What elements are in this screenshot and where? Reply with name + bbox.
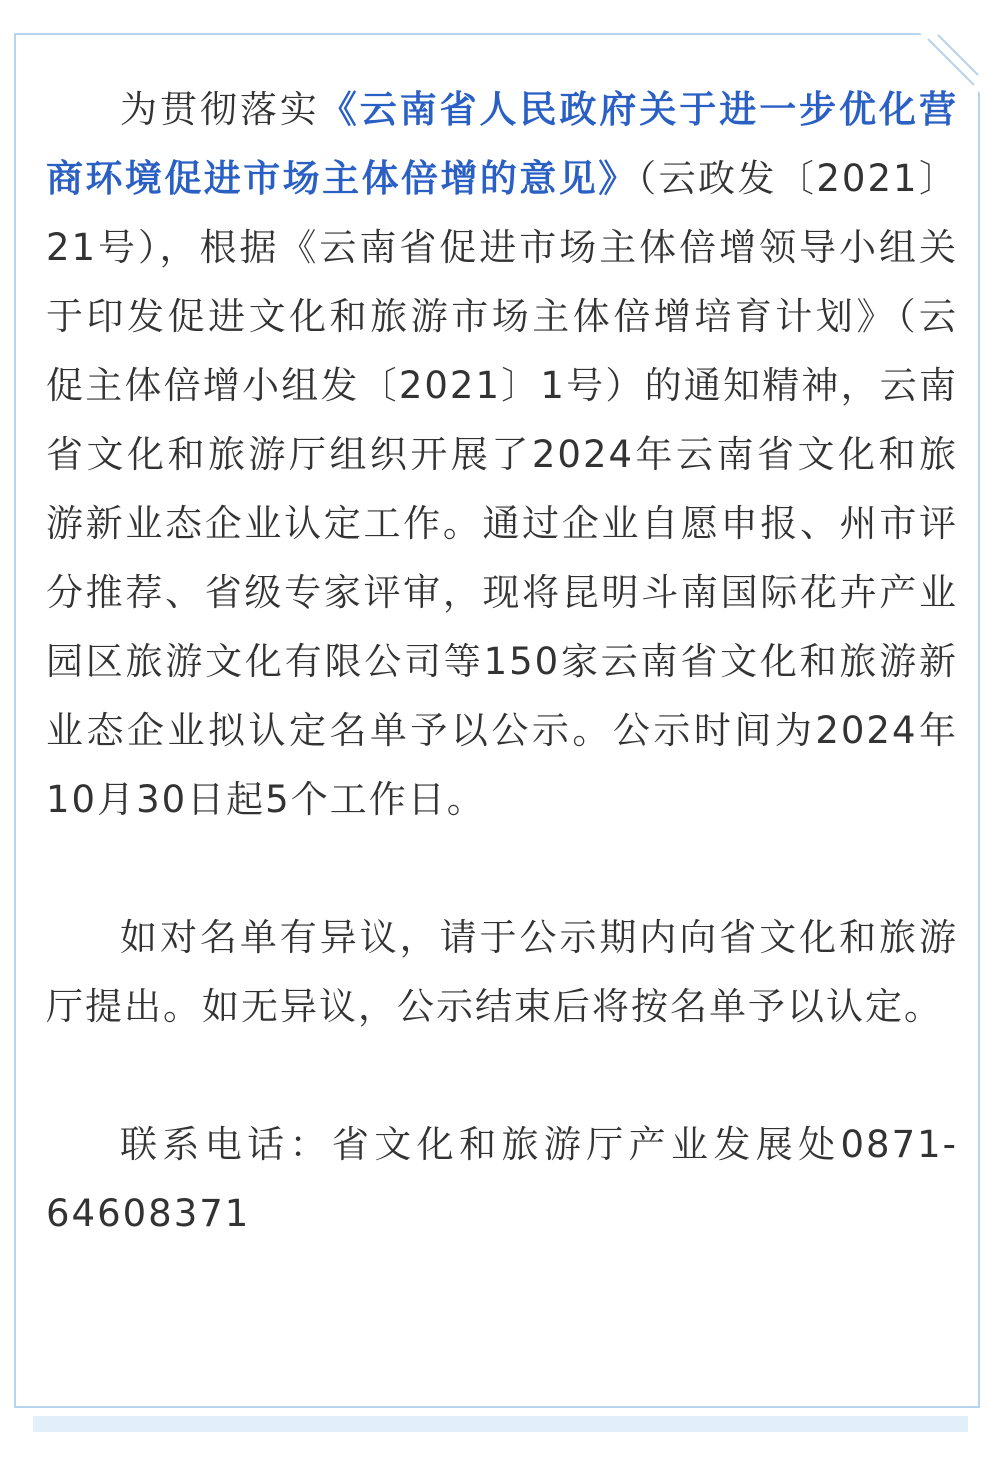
notice-content — [46, 75, 958, 1248]
announcement-body: （云政发〔2021〕21号），根据《云南省促进市场主体倍增领导小组关于印发促进文化和旅游市场主体倍增培育计划》（云促主体倍增小组发〔2021〕1号）的通知精神，云南省文化和旅游厅组织开展了2024年云南省文化和旅游新业态企业认定工作。通过企业自愿申报、州市评分推荐、省级专家评审，现将昆明斗南国际花卉产业园区旅游文化有限公司等150家云南省文化和旅游新业态企业拟认定名单予以公示。公示时间为2024年10月30日起5个工作日。 — [46, 157, 958, 821]
contact-phone: 0871-64608371 — [46, 1123, 959, 1235]
contact-department: 省文化和旅游厅产业发展处 — [331, 1123, 841, 1166]
contact-label: 联系电话： — [120, 1123, 332, 1166]
paragraph-contact — [46, 1110, 958, 1248]
policy-title: 《云南省人民政府关于进一步优化营商环境促进市场主体倍增的意见》 — [46, 88, 958, 200]
objection-text: 如对名单有异议，请于公示期内向省文化和旅游厅提出。如无异议，公示结束后将按名单予以认定。 — [46, 916, 958, 1028]
notice-card — [14, 33, 980, 1408]
intro-text: 为贯彻落实 — [120, 88, 320, 131]
paragraph-objection — [46, 903, 958, 1041]
paragraph-announcement — [46, 75, 958, 834]
card-shadow — [33, 1416, 968, 1432]
